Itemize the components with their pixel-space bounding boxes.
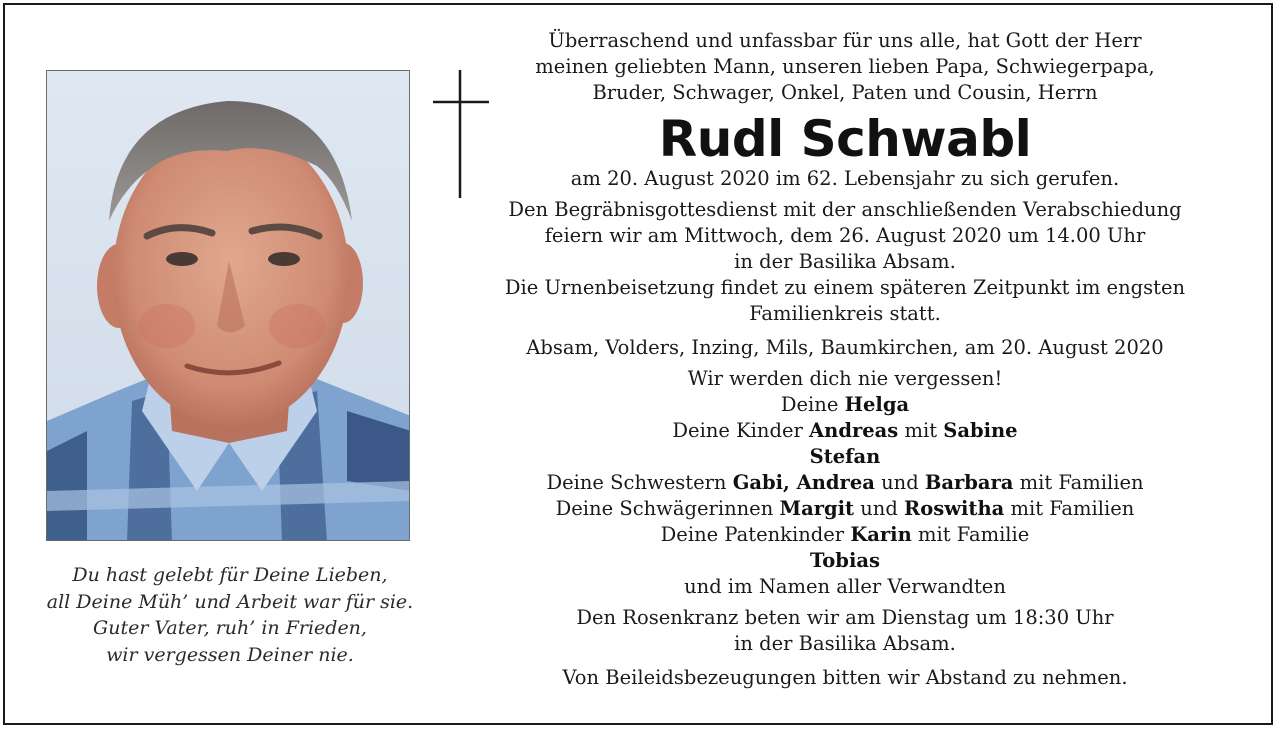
poem-line: wir vergessen Deiner nie. <box>106 643 354 666</box>
death-date-line: am 20. August 2020 im 62. Lebensjahr zu sich gerufen. <box>570 167 1120 190</box>
mourner-line <box>480 548 1210 574</box>
notice-text <box>480 28 1210 691</box>
mourner-line <box>480 444 1210 470</box>
mourner-name: Tobias <box>810 549 880 572</box>
poem-line: all Deine Müh’ und Arbeit war für sie. <box>46 590 414 613</box>
mourner-name: Helga <box>844 393 910 416</box>
relatives-line: und im Namen aller Verwandten <box>684 575 1006 598</box>
funeral-line: Die Urnenbeisetzung findet zu einem späteren Zeitpunkt im engsten <box>504 276 1186 299</box>
mourner-name: Margit <box>779 497 855 520</box>
mourner-name: Gabi, Andrea <box>732 471 875 494</box>
memorial-poem <box>30 562 430 668</box>
deceased-name: Rudl Schwabl <box>658 110 1032 168</box>
rosary-line: Den Rosenkranz beten wir am Dienstag um 18:30 Uhr <box>576 606 1114 629</box>
intro-line: Überraschend und unfassbar für uns alle, hat Gott der Herr <box>548 29 1142 52</box>
funeral-line: Den Begräbnisgottesdienst mit der anschließenden Verabschiedung <box>508 198 1182 221</box>
funeral-line: in der Basilika Absam. <box>734 250 956 273</box>
mourner-name: Stefan <box>809 445 881 468</box>
mourner-line: Deine Patenkinder Karin mit Familie <box>660 523 1030 546</box>
poem-line: Guter Vater, ruh’ in Frieden, <box>93 617 367 639</box>
place-date-line: Absam, Volders, Inzing, Mils, Baumkirchen, am 20. August 2020 <box>526 336 1164 359</box>
funeral-line: feiern wir am Mittwoch, dem 26. August 2020 um 14.00 Uhr <box>544 224 1146 247</box>
intro-line: meinen geliebten Mann, unseren lieben Papa, Schwiegerpapa, <box>535 55 1155 78</box>
poem-line: Du hast gelebt für Deine Lieben, <box>72 564 388 586</box>
portrait-photo <box>46 70 410 541</box>
mourner-name: Andreas <box>809 419 899 442</box>
farewell-line: Wir werden dich nie vergessen! <box>687 367 1003 390</box>
mourner-name: Barbara <box>924 471 1014 494</box>
mourner-line: Deine Schwägerinnen Margit und Roswitha mit Familien <box>555 497 1135 520</box>
mourner-name: Karin <box>850 523 912 546</box>
intro-line: Bruder, Schwager, Onkel, Paten und Cousin, Herrn <box>592 81 1098 104</box>
closing-line: Von Beileidsbezeugungen bitten wir Abstand zu nehmen. <box>562 666 1128 689</box>
rosary-line: in der Basilika Absam. <box>734 632 956 655</box>
mourner-line: Deine Helga <box>780 393 910 416</box>
mourner-line: Deine Kinder Andreas mit Sabine <box>672 419 1018 442</box>
funeral-line: Familienkreis statt. <box>749 302 941 325</box>
mourner-name: Roswitha <box>904 497 1005 520</box>
mourner-name: Sabine <box>943 419 1018 442</box>
mourner-line: Deine Schwestern Gabi, Andrea und Barbara mit Familien <box>546 471 1144 494</box>
